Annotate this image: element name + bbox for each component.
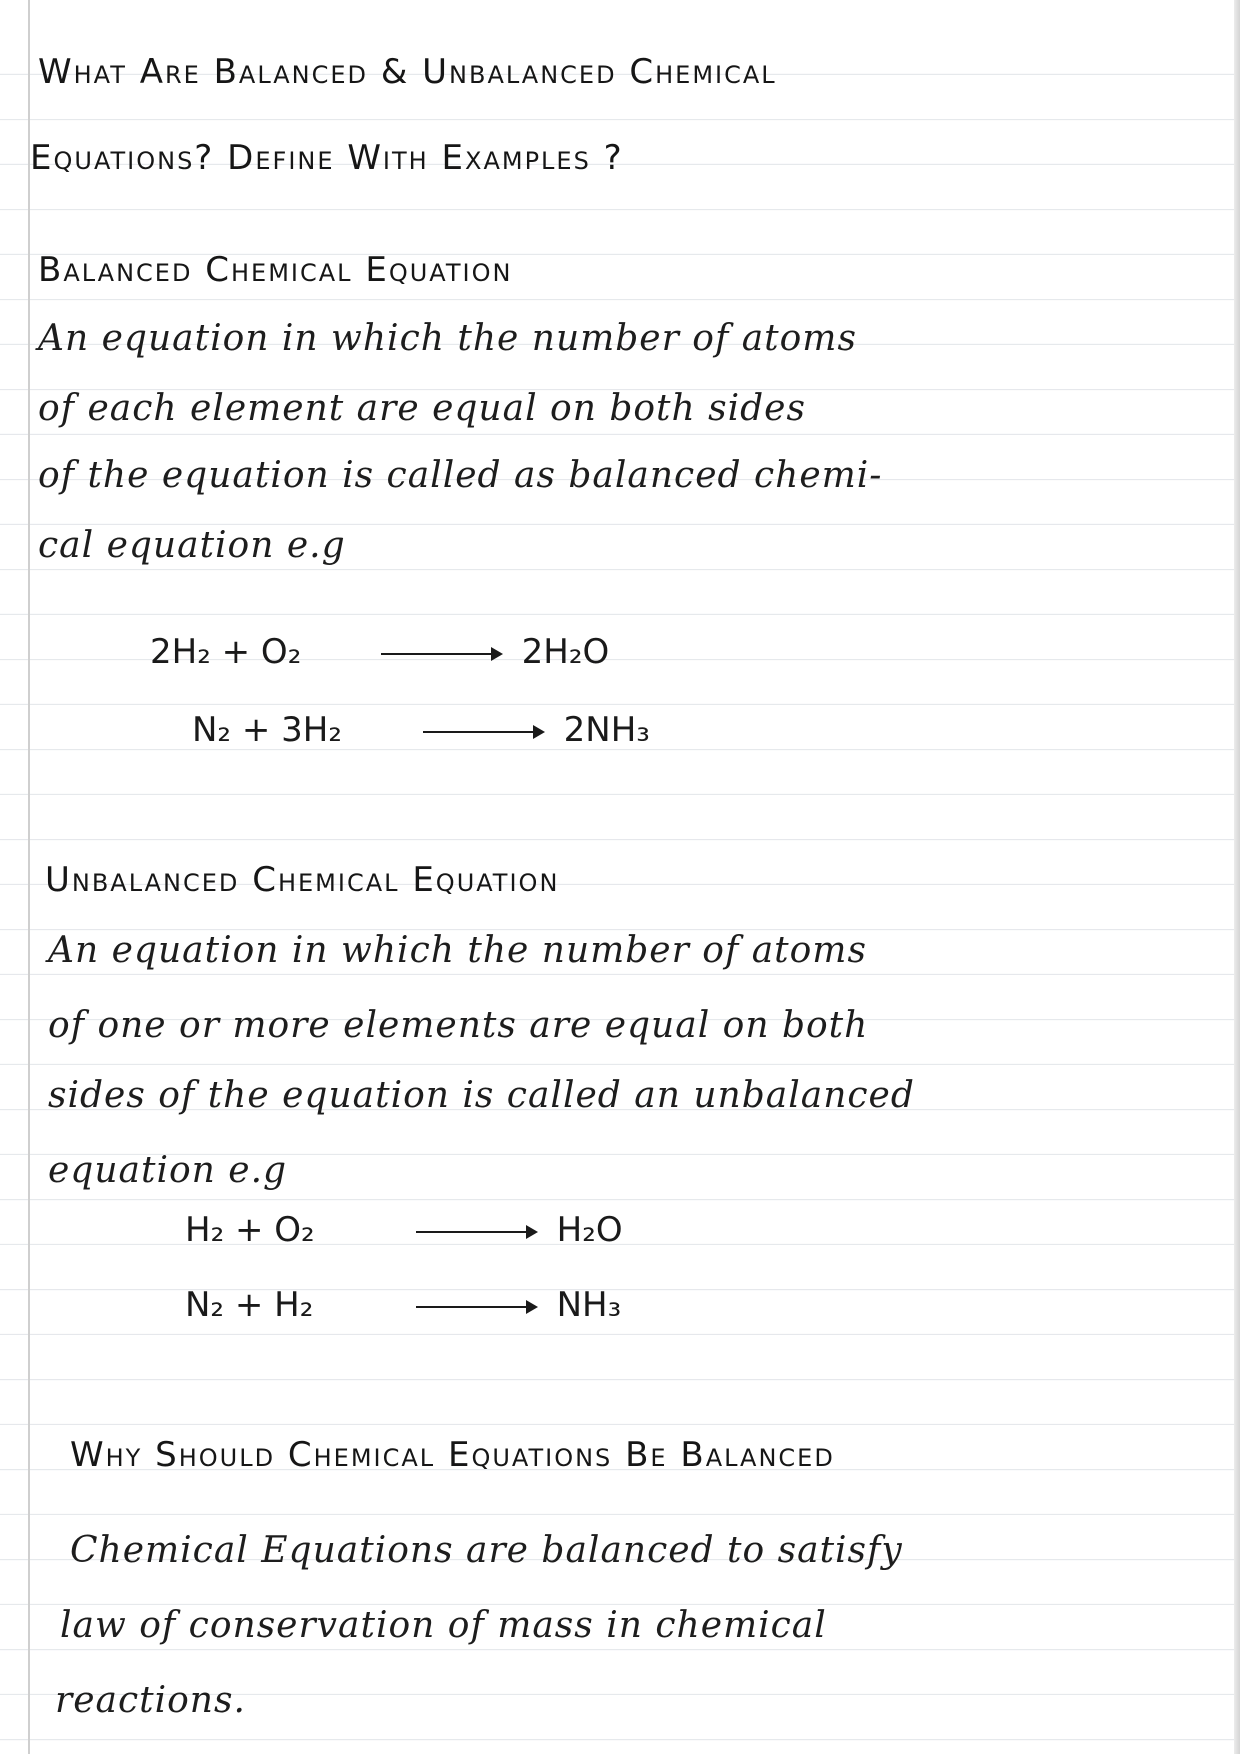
equation-products: 2NH₃ <box>563 710 650 750</box>
unbalanced-text-line: An equation in which the number of atoms <box>48 930 867 971</box>
equation-products: NH₃ <box>556 1285 622 1325</box>
equation-reactants: 2H₂ + O₂ <box>150 632 302 672</box>
why-text-line: Chemical Equations are balanced to satisfy <box>70 1530 903 1571</box>
balanced-text-line: An equation in which the number of atoms <box>38 318 857 359</box>
why-heading: Why Should Chemical Equations Be Balanced <box>70 1435 835 1475</box>
reaction-arrow <box>416 1231 536 1233</box>
equation-reactants: N₂ + H₂ <box>185 1285 314 1325</box>
page-edge <box>1234 0 1240 1754</box>
title-line-1: What Are Balanced & Unbalanced Chemical <box>38 52 777 92</box>
equation-products: H₂O <box>556 1210 623 1250</box>
balanced-text-line: of the equation is called as balanced chemi- <box>38 455 883 496</box>
reaction-arrow <box>381 653 501 655</box>
unbalanced-equation <box>185 1285 621 1325</box>
equation-products: 2H₂O <box>521 632 610 672</box>
balanced-equation <box>192 710 650 750</box>
reaction-arrow <box>416 1306 536 1308</box>
equation-reactants: H₂ + O₂ <box>185 1210 315 1250</box>
equation-reactants: N₂ + 3H₂ <box>192 710 342 750</box>
balanced-heading: Balanced Chemical Equation <box>38 250 513 290</box>
reaction-arrow <box>423 731 543 733</box>
balanced-text-line: cal equation e.g <box>38 525 346 566</box>
unbalanced-text-line: sides of the equation is called an unbalanced <box>48 1075 915 1116</box>
unbalanced-equation <box>185 1210 623 1250</box>
title-line-2: Equations? Define With Examples ? <box>30 138 624 178</box>
why-text-line: reactions. <box>55 1680 246 1721</box>
unbalanced-text-line: of one or more elements are equal on both <box>48 1005 869 1046</box>
unbalanced-text-line: equation e.g <box>48 1150 288 1191</box>
balanced-equation <box>150 632 609 672</box>
why-text-line: law of conservation of mass in chemical <box>60 1605 827 1646</box>
unbalanced-heading: Unbalanced Chemical Equation <box>45 860 560 900</box>
balanced-text-line: of each element are equal on both sides <box>38 388 806 429</box>
margin-line <box>28 0 30 1754</box>
